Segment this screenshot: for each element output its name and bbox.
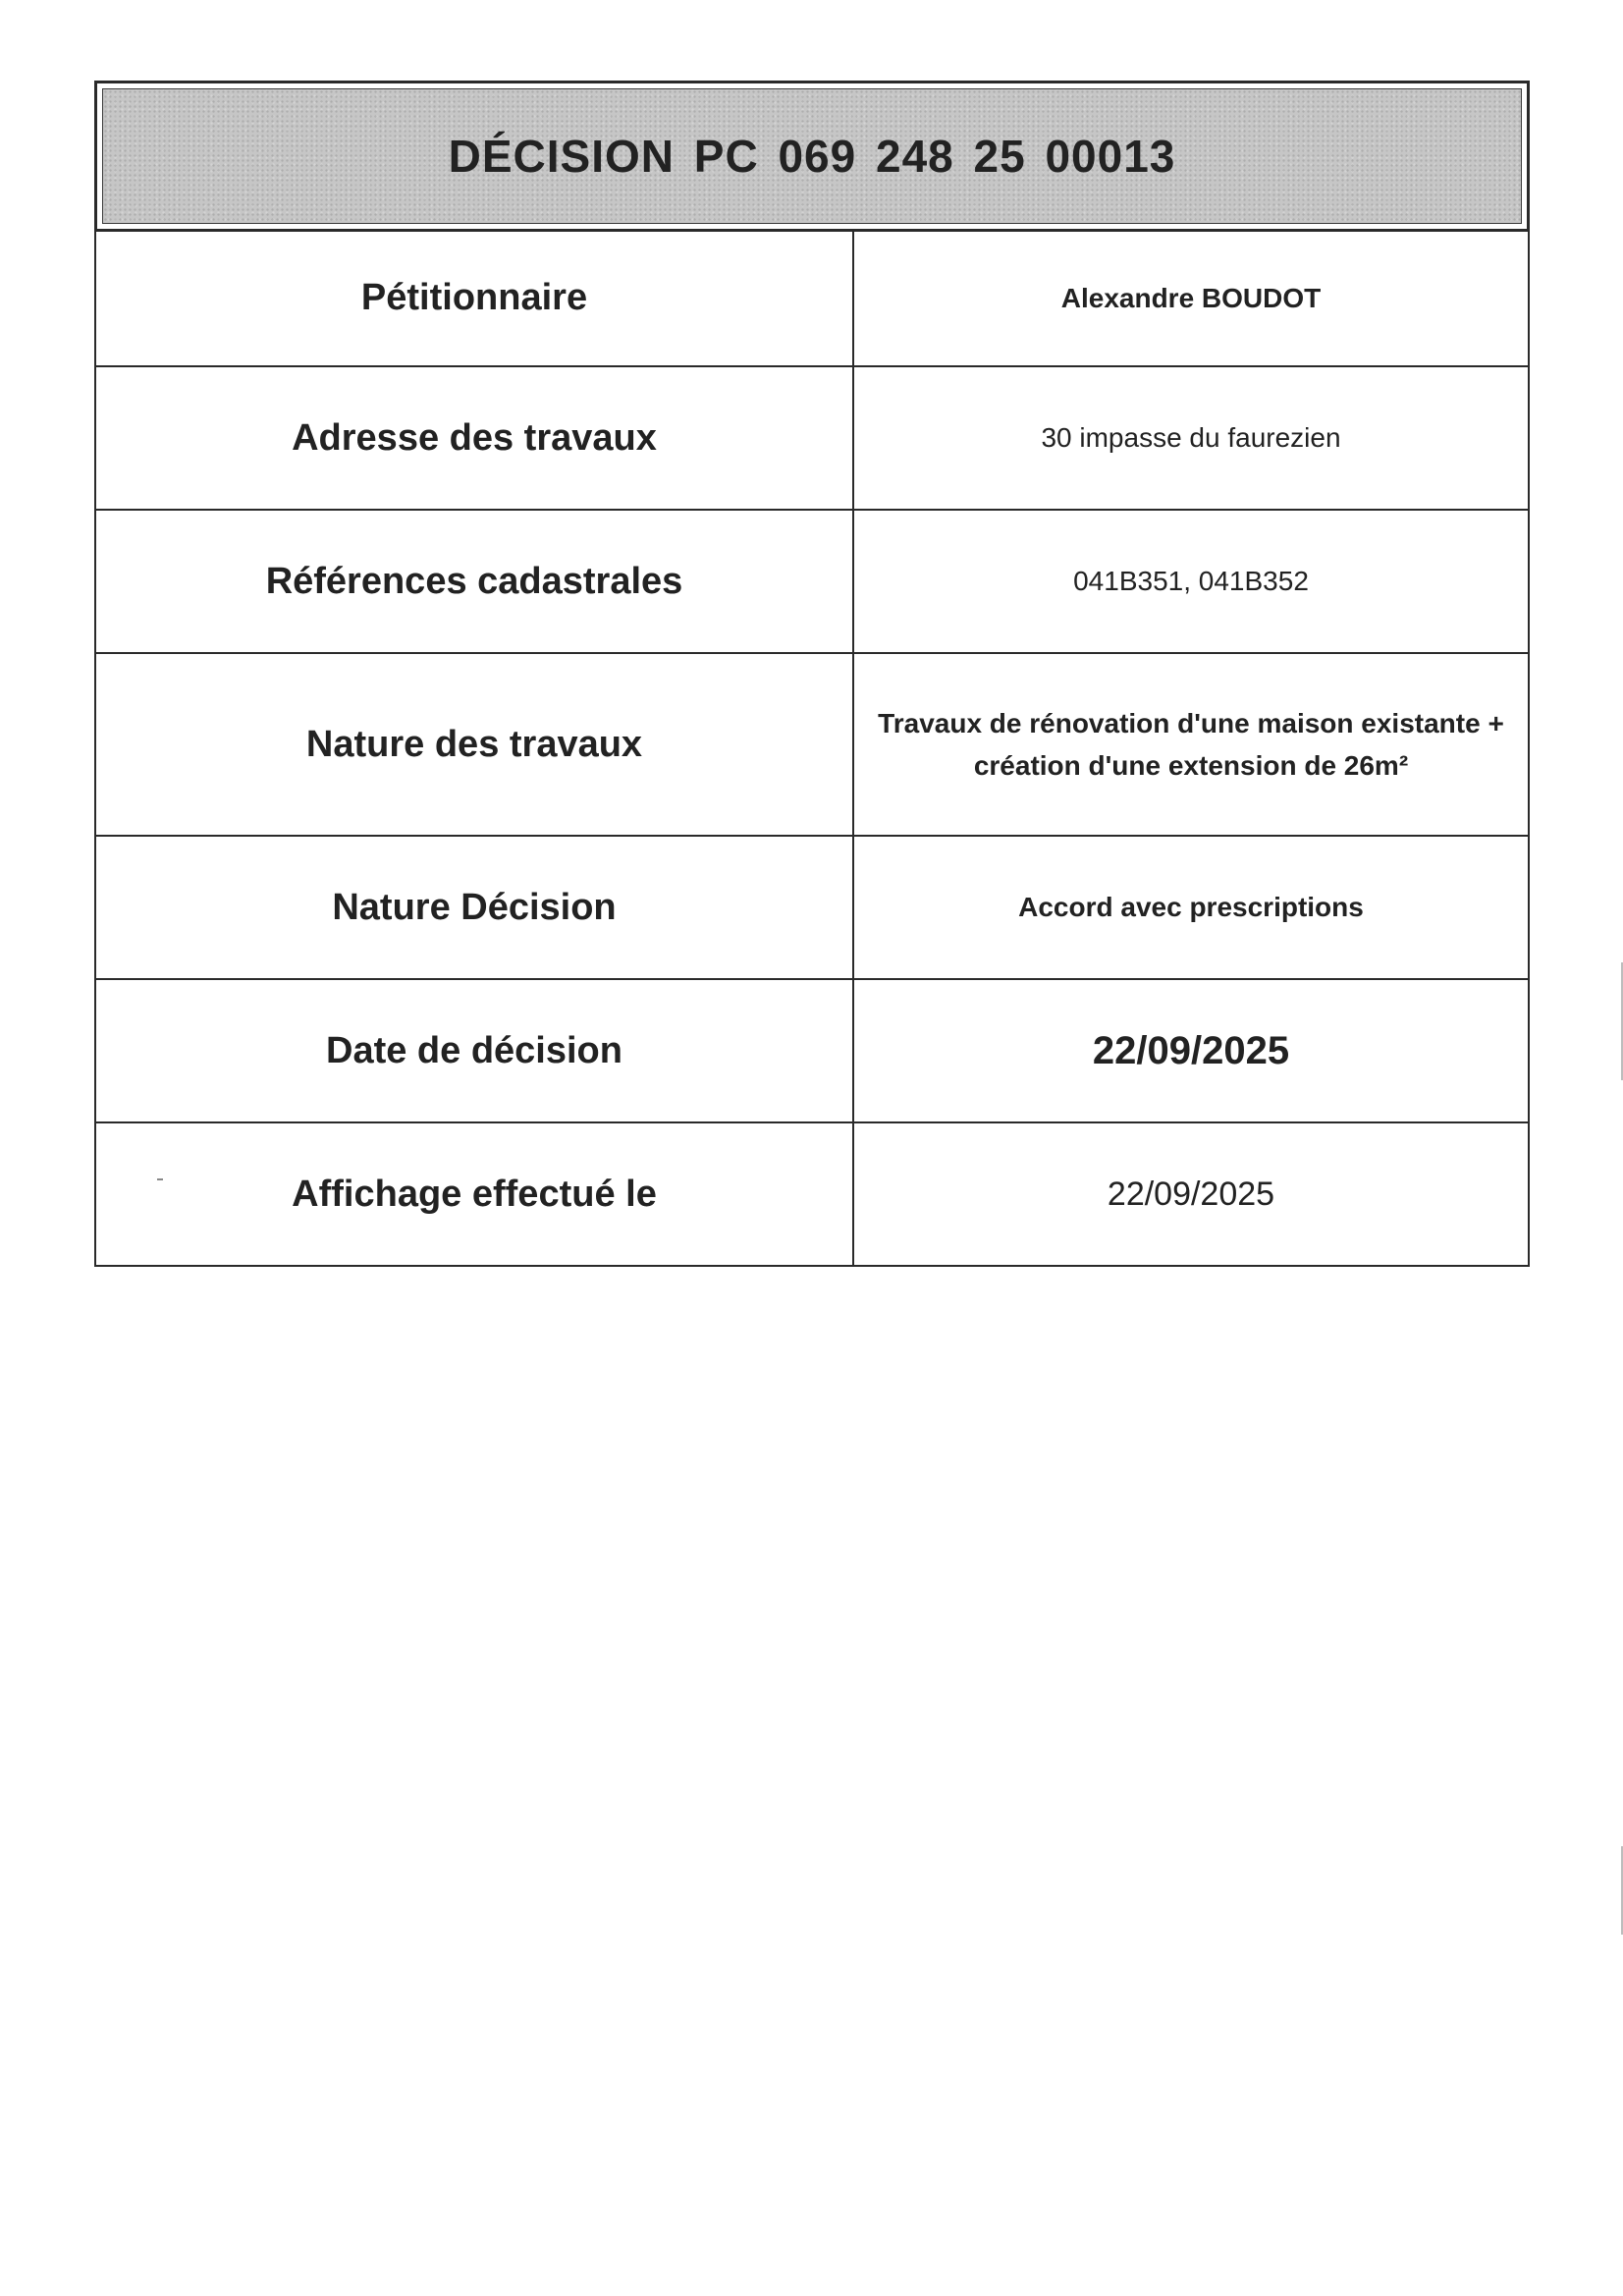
scan-mark <box>157 1178 163 1180</box>
table-row-references <box>95 510 1529 653</box>
row-label: Pétitionnaire <box>95 230 853 366</box>
header-banner <box>102 88 1522 224</box>
row-value: 30 impasse du faurezien <box>853 366 1529 510</box>
row-label: Références cadastrales <box>95 510 853 653</box>
row-value-line: Travaux de rénovation d'une maison existante + <box>878 707 1504 738</box>
table-row-date-decision <box>95 979 1529 1122</box>
row-value: 041B351, 041B352 <box>853 510 1529 653</box>
row-value: Accord avec prescriptions <box>853 836 1529 979</box>
decision-title: DÉCISION PC 069 248 25 00013 <box>448 131 1176 182</box>
table-row-nature-decision <box>95 836 1529 979</box>
table-row-adresse <box>95 366 1529 510</box>
table-row-nature-travaux <box>95 653 1529 836</box>
row-value <box>853 653 1529 836</box>
row-label: Adresse des travaux <box>95 366 853 510</box>
row-label: Nature des travaux <box>95 653 853 836</box>
row-label: Date de décision <box>95 979 853 1122</box>
row-value: 22/09/2025 <box>853 1122 1529 1266</box>
row-value: 22/09/2025 <box>853 979 1529 1122</box>
decision-table <box>94 229 1530 1267</box>
decision-sheet <box>94 81 1530 1267</box>
row-value-line: création d'une extension de 26m² <box>973 750 1409 781</box>
table-row-affichage <box>95 1122 1529 1266</box>
row-value: Alexandre BOUDOT <box>853 230 1529 366</box>
row-label: Nature Décision <box>95 836 853 979</box>
table-row-petitionnaire <box>95 230 1529 366</box>
header-box <box>94 81 1530 232</box>
row-label: Affichage effectué le <box>95 1122 853 1266</box>
